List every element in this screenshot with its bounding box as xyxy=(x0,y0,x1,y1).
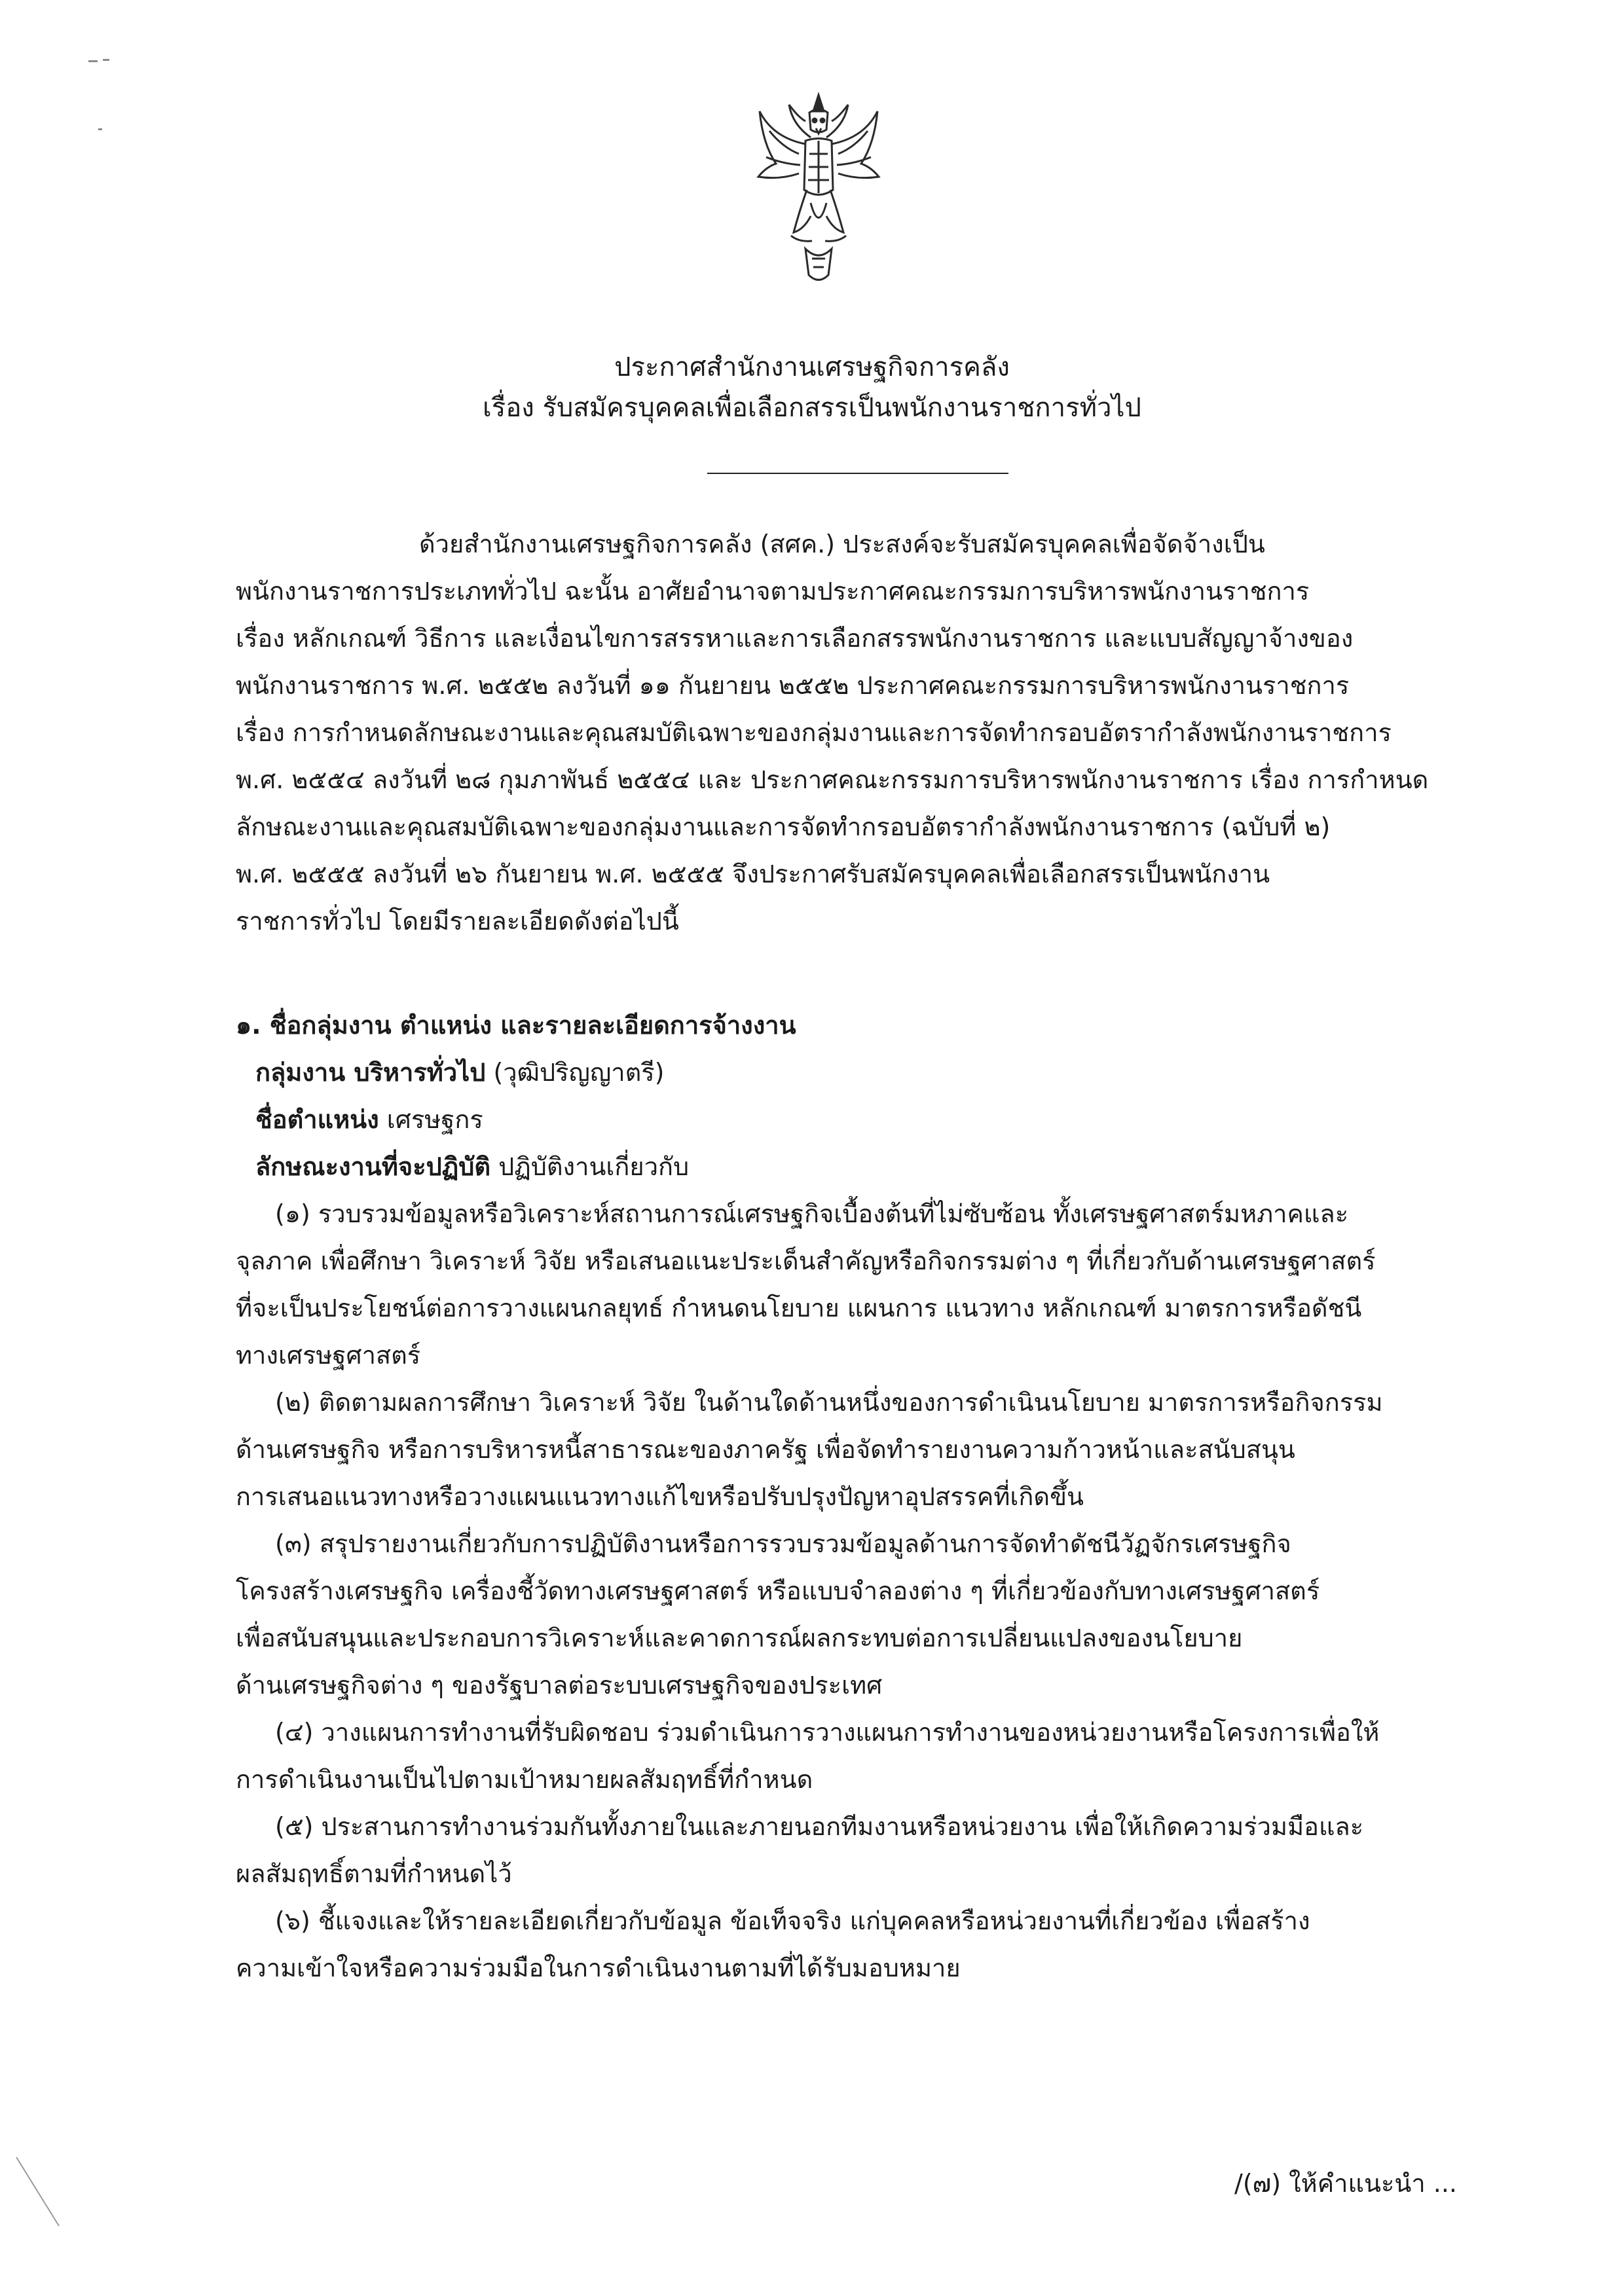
position-label: ชื่อตำแหน่ง xyxy=(255,1105,379,1134)
duty-item-first-line: (๑) รวบรวมข้อมูลหรือวิเคราะห์สถานการณ์เศรษฐกิจเบื้องต้นที่ไม่ซับซ้อน ทั้งเศรษฐศาสตร์มหภาคและ xyxy=(275,1199,1349,1228)
intro-paragraph xyxy=(236,520,1473,945)
intro-line: เรื่อง การกำหนดลักษณะงานและคุณสมบัติเฉพาะของกลุ่มงานและการจัดทำกรอบอัตรากำลังพนักงานราชการ xyxy=(236,718,1392,747)
duty-item-line: การเสนอแนวทางหรือวางแผนแนวทางแก้ไขหรือปรับปรุงปัญหาอุปสรรคที่เกิดขึ้น xyxy=(236,1482,1084,1511)
duty-item-line: เพื่อสนับสนุนและประกอบการวิเคราะห์และคาดการณ์ผลกระทบต่อการเปลี่ยนแปลงของนโยบาย xyxy=(236,1624,1243,1652)
intro-line: พ.ศ. ๒๕๕๕ ลงวันที่ ๒๖ กันยายน พ.ศ. ๒๕๕๕ จึงประกาศรับสมัครบุคคลเพื่อเลือกสรรเป็นพนักงาน xyxy=(236,860,1270,888)
job-group-value: (วุฒิปริญญาตรี) xyxy=(485,1058,665,1087)
duty-item-first-line: (๒) ติดตามผลการศึกษา วิเคราะห์ วิจัย ในด้านใดด้านหนึ่งของการดำเนินนโยบาย มาตรการหรือกิจกรรม xyxy=(275,1388,1383,1417)
scan-speck xyxy=(103,59,109,61)
duty-item-line: ที่จะเป็นประโยชน์ต่อการวางแผนกลยุทธ์ กำหนดนโยบาย แผนการ แนวทาง หลักเกณฑ์ มาตรการหรือดัชนี xyxy=(236,1294,1362,1322)
section-1 xyxy=(236,1002,1473,1992)
position-value: เศรษฐกร xyxy=(378,1105,483,1134)
section-heading: ๑. ชื่อกลุ่มงาน ตำแหน่ง และรายละเอียดการจ้างงาน xyxy=(236,1011,796,1040)
position-row xyxy=(236,1096,1473,1143)
duty-item-2 xyxy=(236,1379,1473,1520)
intro-line: เรื่อง หลักเกณฑ์ วิธีการ และเงื่อนไขการสรรหาและการเลือกสรรพนักงานราชการ และแบบสัญญาจ้างของ xyxy=(236,624,1354,653)
page-continuation-note: /(๗) ให้คำแนะนำ ... xyxy=(1234,2169,1457,2198)
duty-label: ลักษณะงานที่จะปฏิบัติ xyxy=(255,1152,491,1181)
garuda-emblem-icon xyxy=(753,92,884,288)
scan-speck xyxy=(98,128,102,130)
intro-line: ด้วยสำนักงานเศรษฐกิจการคลัง (สศค.) ประสงค์จะรับสมัครบุคคลเพื่อจัดจ้างเป็น xyxy=(419,530,1265,558)
duty-row xyxy=(236,1143,1473,1190)
duty-item-first-line: (๓) สรุปรายงานเกี่ยวกับการปฏิบัติงานหรือการรวบรวมข้อมูลด้านการจัดทำดัชนีวัฏจักรเศรษฐกิจ xyxy=(275,1529,1291,1558)
duty-item-line: ด้านเศรษฐกิจ หรือการบริหารหนี้สาธารณะของภาครัฐ เพื่อจัดทำรายงานความก้าวหน้าและสนับสนุน xyxy=(236,1435,1295,1464)
duty-item-first-line: (๕) ประสานการทำงานร่วมกันทั้งภายในและภายนอกทีมงานหรือหน่วยงาน เพื่อให้เกิดความร่วมมือและ xyxy=(275,1812,1364,1841)
intro-line: ราชการทั่วไป โดยมีรายละเอียดดังต่อไปนี้ xyxy=(236,907,679,936)
scan-stroke xyxy=(13,2154,65,2232)
duty-item-line: โครงสร้างเศรษฐกิจ เครื่องชี้วัดทางเศรษฐศาสตร์ หรือแบบจำลองต่าง ๆ ที่เกี่ยวข้องกับทางเศรษฐศาสตร์ xyxy=(236,1576,1320,1605)
intro-line: ลักษณะงานและคุณสมบัติเฉพาะของกลุ่มงานและการจัดทำกรอบอัตรากำลังพนักงานราชการ (ฉบับที่ ๒) xyxy=(236,812,1331,841)
duty-item-line: ด้านเศรษฐกิจต่าง ๆ ของรัฐบาลต่อระบบเศรษฐกิจของประเทศ xyxy=(236,1671,883,1700)
scan-speck xyxy=(88,60,98,62)
duty-item-line: ผลสัมฤทธิ์ตามที่กำหนดไว้ xyxy=(236,1859,512,1888)
job-group-label: กลุ่มงาน บริหารทั่วไป xyxy=(255,1058,486,1087)
duty-item-1 xyxy=(236,1190,1473,1379)
duty-item-first-line: (๔) วางแผนการทำงานที่รับผิดชอบ ร่วมดำเนินการวางแผนการทำงานของหน่วยงานหรือโครงการเพื่อให้ xyxy=(275,1718,1380,1747)
intro-line: พนักงานราชการประเภททั่วไป ฉะนั้น อาศัยอำนาจตามประกาศคณะกรรมการบริหารพนักงานราชการ xyxy=(236,577,1310,606)
title-line-1: ประกาศสำนักงานเศรษฐกิจการคลัง xyxy=(614,352,1010,382)
duty-item-line: ความเข้าใจหรือความร่วมมือในการดำเนินงานตามที่ได้รับมอบหมาย xyxy=(236,1954,961,1982)
duty-item-6 xyxy=(236,1897,1473,1992)
duty-item-5 xyxy=(236,1803,1473,1897)
duty-item-line: จุลภาค เพื่อศึกษา วิเคราะห์ วิจัย หรือเสนอแนะประเด็นสำคัญหรือกิจกรรมต่าง ๆ ที่เกี่ยวกับด้านเศรษฐศาสตร์ xyxy=(236,1247,1376,1275)
duty-item-4 xyxy=(236,1709,1473,1803)
duty-item-line: ทางเศรษฐศาสตร์ xyxy=(236,1341,421,1370)
announcement-title xyxy=(0,347,1624,428)
duty-item-first-line: (๖) ชี้แจงและให้รายละเอียดเกี่ยวกับข้อมูล ข้อเท็จจริง แก่บุคคลหรือหน่วยงานที่เกี่ยวข้อง เพื่อสร้าง xyxy=(275,1906,1310,1935)
title-divider xyxy=(707,473,1008,474)
job-group-row xyxy=(236,1049,1473,1096)
intro-line: พนักงานราชการ พ.ศ. ๒๕๕๒ ลงวันที่ ๑๑ กันยายน ๒๕๕๒ ประกาศคณะกรรมการบริหารพนักงานราชการ xyxy=(236,671,1350,700)
intro-line: พ.ศ. ๒๕๕๔ ลงวันที่ ๒๘ กุมภาพันธ์ ๒๕๕๔ และ ประกาศคณะกรรมการบริหารพนักงานราชการ เรื่อง การกำหนด xyxy=(236,765,1429,794)
duty-item-line: การดำเนินงานเป็นไปตามเป้าหมายผลสัมฤทธิ์ที่กำหนด xyxy=(236,1765,813,1794)
duty-item-3 xyxy=(236,1520,1473,1709)
duty-value: ปฏิบัติงานเกี่ยวกับ xyxy=(490,1152,690,1181)
title-line-2: เรื่อง รับสมัครบุคคลเพื่อเลือกสรรเป็นพนักงานราชการทั่วไป xyxy=(483,393,1141,423)
